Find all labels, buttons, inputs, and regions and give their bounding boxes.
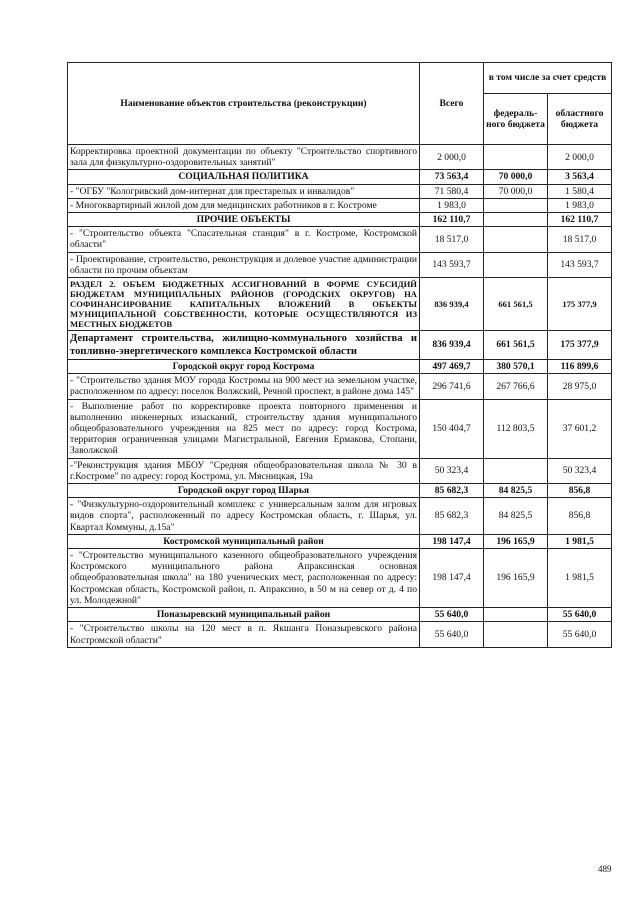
- row-federal-cell: 196 165,9: [484, 534, 548, 548]
- row-name-cell: Городской округ город Кострома: [68, 360, 420, 374]
- row-federal-cell: [484, 608, 548, 622]
- table-row: [68, 278, 612, 331]
- row-name-cell: - "Строительство здания МОУ города Костромы на 900 мест на земельном участке, расположенном по адресу: поселок Волжский, Речной проспект, в районе дома 145": [68, 374, 420, 399]
- row-name-cell: - "Строительство объекта "Спасательная станция" в г. Костроме, Костромской области": [68, 227, 420, 252]
- row-total-cell: 18 517,0: [420, 227, 484, 252]
- row-federal-cell: 196 165,9: [484, 549, 548, 608]
- row-name-cell: - "ОГБУ "Кологривский дом-интернат для престарелых и инвалидов": [68, 184, 420, 198]
- row-federal-cell: 112 803,5: [484, 399, 548, 458]
- table-row: [68, 360, 612, 374]
- budget-table: [67, 62, 612, 648]
- row-name-cell: СОЦИАЛЬНАЯ ПОЛИТИКА: [68, 170, 420, 184]
- table-row: [68, 184, 612, 198]
- row-regional-cell: 1 981,5: [548, 549, 612, 608]
- header-group: в том числе за счет средств: [484, 63, 612, 94]
- row-federal-cell: 380 570,1: [484, 360, 548, 374]
- row-regional-cell: 143 593,7: [548, 252, 612, 277]
- row-name-cell: РАЗДЕЛ 2. ОБЪЕМ БЮДЖЕТНЫХ АССИГНОВАНИЙ В ФОРМЕ СУБСИДИЙ БЮДЖЕТАМ МУНИЦИПАЛЬНЫХ РАЙОНОВ (ГОРОДСКИХ ОКРУГОВ) НА СОФИНАНСИРОВАНИЕ КАПИТАЛЬНЫХ ВЛОЖЕНИЙ В ОБЪЕКТЫ МУНИЦИПАЛЬНОЙ СОБСТВЕННОСТИ, КОТОРЫЕ ОСУЩЕСТВЛЯЮТСЯ ИЗ МЕСТНЫХ БЮДЖЕТОВ: [68, 278, 420, 331]
- row-federal-cell: [484, 145, 548, 170]
- row-regional-cell: 3 563,4: [548, 170, 612, 184]
- table-row: [68, 399, 612, 458]
- row-federal-cell: 661 561,5: [484, 331, 548, 360]
- row-regional-cell: 856,8: [548, 498, 612, 535]
- row-total-cell: 162 110,7: [420, 213, 484, 227]
- table-row: [68, 331, 612, 360]
- row-regional-cell: 18 517,0: [548, 227, 612, 252]
- row-federal-cell: 84 825,5: [484, 484, 548, 498]
- header-name: Наименование объектов строительства (реконструкции): [68, 63, 420, 145]
- table-row: [68, 484, 612, 498]
- row-federal-cell: [484, 198, 548, 212]
- row-name-cell: - Многоквартирный жилой дом для медицинских работников в г. Костроме: [68, 198, 420, 212]
- header-total: Всего: [420, 63, 484, 145]
- table-row: [68, 198, 612, 212]
- row-name-cell: Городской округ город Шарья: [68, 484, 420, 498]
- table-row: [68, 458, 612, 483]
- table-row: [68, 145, 612, 170]
- row-name-cell: Корректировка проектной документации по объекту "Строительство спортивного зала для физкультурно-оздоровительных занятий": [68, 145, 420, 170]
- row-regional-cell: 50 323,4: [548, 458, 612, 483]
- row-total-cell: 836 939,4: [420, 331, 484, 360]
- row-total-cell: 55 640,0: [420, 622, 484, 647]
- row-name-cell: Департамент строительства, жилищно-коммунального хозяйства и топливно-энергетического комплекса Костромской области: [68, 331, 420, 360]
- table-row: [68, 170, 612, 184]
- row-total-cell: 50 323,4: [420, 458, 484, 483]
- row-federal-cell: [484, 458, 548, 483]
- table-row: [68, 608, 612, 622]
- row-regional-cell: 55 640,0: [548, 608, 612, 622]
- table-body: [68, 145, 612, 648]
- row-total-cell: 85 682,3: [420, 498, 484, 535]
- row-total-cell: 85 682,3: [420, 484, 484, 498]
- row-name-cell: - Выполнение работ по корректировке проекта повторного применения и выполнению инженерных изысканий, строительству здания муниципального общеобразовательного учреждения на 825 мест по адресу: город Кострома, территория ограниченная улицами Магистральной, Евгения Ермакова, Стопани, Заволжской: [68, 399, 420, 458]
- table-row: [68, 534, 612, 548]
- row-regional-cell: 116 899,6: [548, 360, 612, 374]
- row-total-cell: 497 469,7: [420, 360, 484, 374]
- row-name-cell: - Проектирование, строительство, реконструкция и долевое участие администрации области по прочим объектам: [68, 252, 420, 277]
- row-regional-cell: 37 601,2: [548, 399, 612, 458]
- row-federal-cell: 70 000,0: [484, 184, 548, 198]
- row-total-cell: 198 147,4: [420, 549, 484, 608]
- row-total-cell: 73 563,4: [420, 170, 484, 184]
- row-federal-cell: 267 766,6: [484, 374, 548, 399]
- row-name-cell: - "Строительство муниципального казенного общеобразовательного учреждения Костромского муниципального района Апраксинская основная общеобразовательная школа" на 180 ученических мест, расположенная по адресу: Костромская область, Костромской район, п. Апраксино, в 50 м на север от д. 4 по ул. Молодежной": [68, 549, 420, 608]
- row-regional-cell: 2 000,0: [548, 145, 612, 170]
- row-total-cell: 198 147,4: [420, 534, 484, 548]
- row-total-cell: 2 000,0: [420, 145, 484, 170]
- row-federal-cell: 70 000,0: [484, 170, 548, 184]
- table-row: [68, 549, 612, 608]
- row-total-cell: 55 640,0: [420, 608, 484, 622]
- row-name-cell: Костромской муниципальный район: [68, 534, 420, 548]
- row-regional-cell: 28 975,0: [548, 374, 612, 399]
- row-federal-cell: [484, 622, 548, 647]
- row-name-cell: ПРОЧИЕ ОБЪЕКТЫ: [68, 213, 420, 227]
- row-federal-cell: 661 561,5: [484, 278, 548, 331]
- table-row: [68, 213, 612, 227]
- header-regional: областного бюджета: [548, 94, 612, 145]
- table-row: [68, 374, 612, 399]
- row-regional-cell: 175 377,9: [548, 331, 612, 360]
- row-total-cell: 150 404,7: [420, 399, 484, 458]
- table-row: [68, 622, 612, 647]
- row-total-cell: 836 939,4: [420, 278, 484, 331]
- row-federal-cell: [484, 227, 548, 252]
- table-row: [68, 252, 612, 277]
- row-name-cell: - "Строительство школы на 120 мест в п. Якшанга Поназыревского района Костромской области": [68, 622, 420, 647]
- row-total-cell: 296 741,6: [420, 374, 484, 399]
- row-regional-cell: 175 377,9: [548, 278, 612, 331]
- row-name-cell: - "Физкультурно-оздоровительный комплекс с универсальным залом для игровых видов спорта", расположенный по адресу Костромская область, г. Шарья, ул. Квартал Коммуны, д.15а": [68, 498, 420, 535]
- row-total-cell: 1 983,0: [420, 198, 484, 212]
- row-name-cell: Поназыревский муниципальный район: [68, 608, 420, 622]
- header-federal: федераль-ного бюджета: [484, 94, 548, 145]
- row-regional-cell: 162 110,7: [548, 213, 612, 227]
- row-total-cell: 143 593,7: [420, 252, 484, 277]
- row-name-cell: -"Реконструкция здания МБОУ "Средняя общеобразовательная школа № 30 в г.Костроме" по адресу: город Кострома, ул. Мясницкая, 19а: [68, 458, 420, 483]
- row-regional-cell: 1 580,4: [548, 184, 612, 198]
- row-federal-cell: 84 825,5: [484, 498, 548, 535]
- row-regional-cell: 856,8: [548, 484, 612, 498]
- row-regional-cell: 1 981,5: [548, 534, 612, 548]
- row-total-cell: 71 580,4: [420, 184, 484, 198]
- row-federal-cell: [484, 213, 548, 227]
- table-row: [68, 498, 612, 535]
- table-row: [68, 227, 612, 252]
- row-regional-cell: 1 983,0: [548, 198, 612, 212]
- row-regional-cell: 55 640,0: [548, 622, 612, 647]
- row-federal-cell: [484, 252, 548, 277]
- page-number: 489: [598, 864, 612, 874]
